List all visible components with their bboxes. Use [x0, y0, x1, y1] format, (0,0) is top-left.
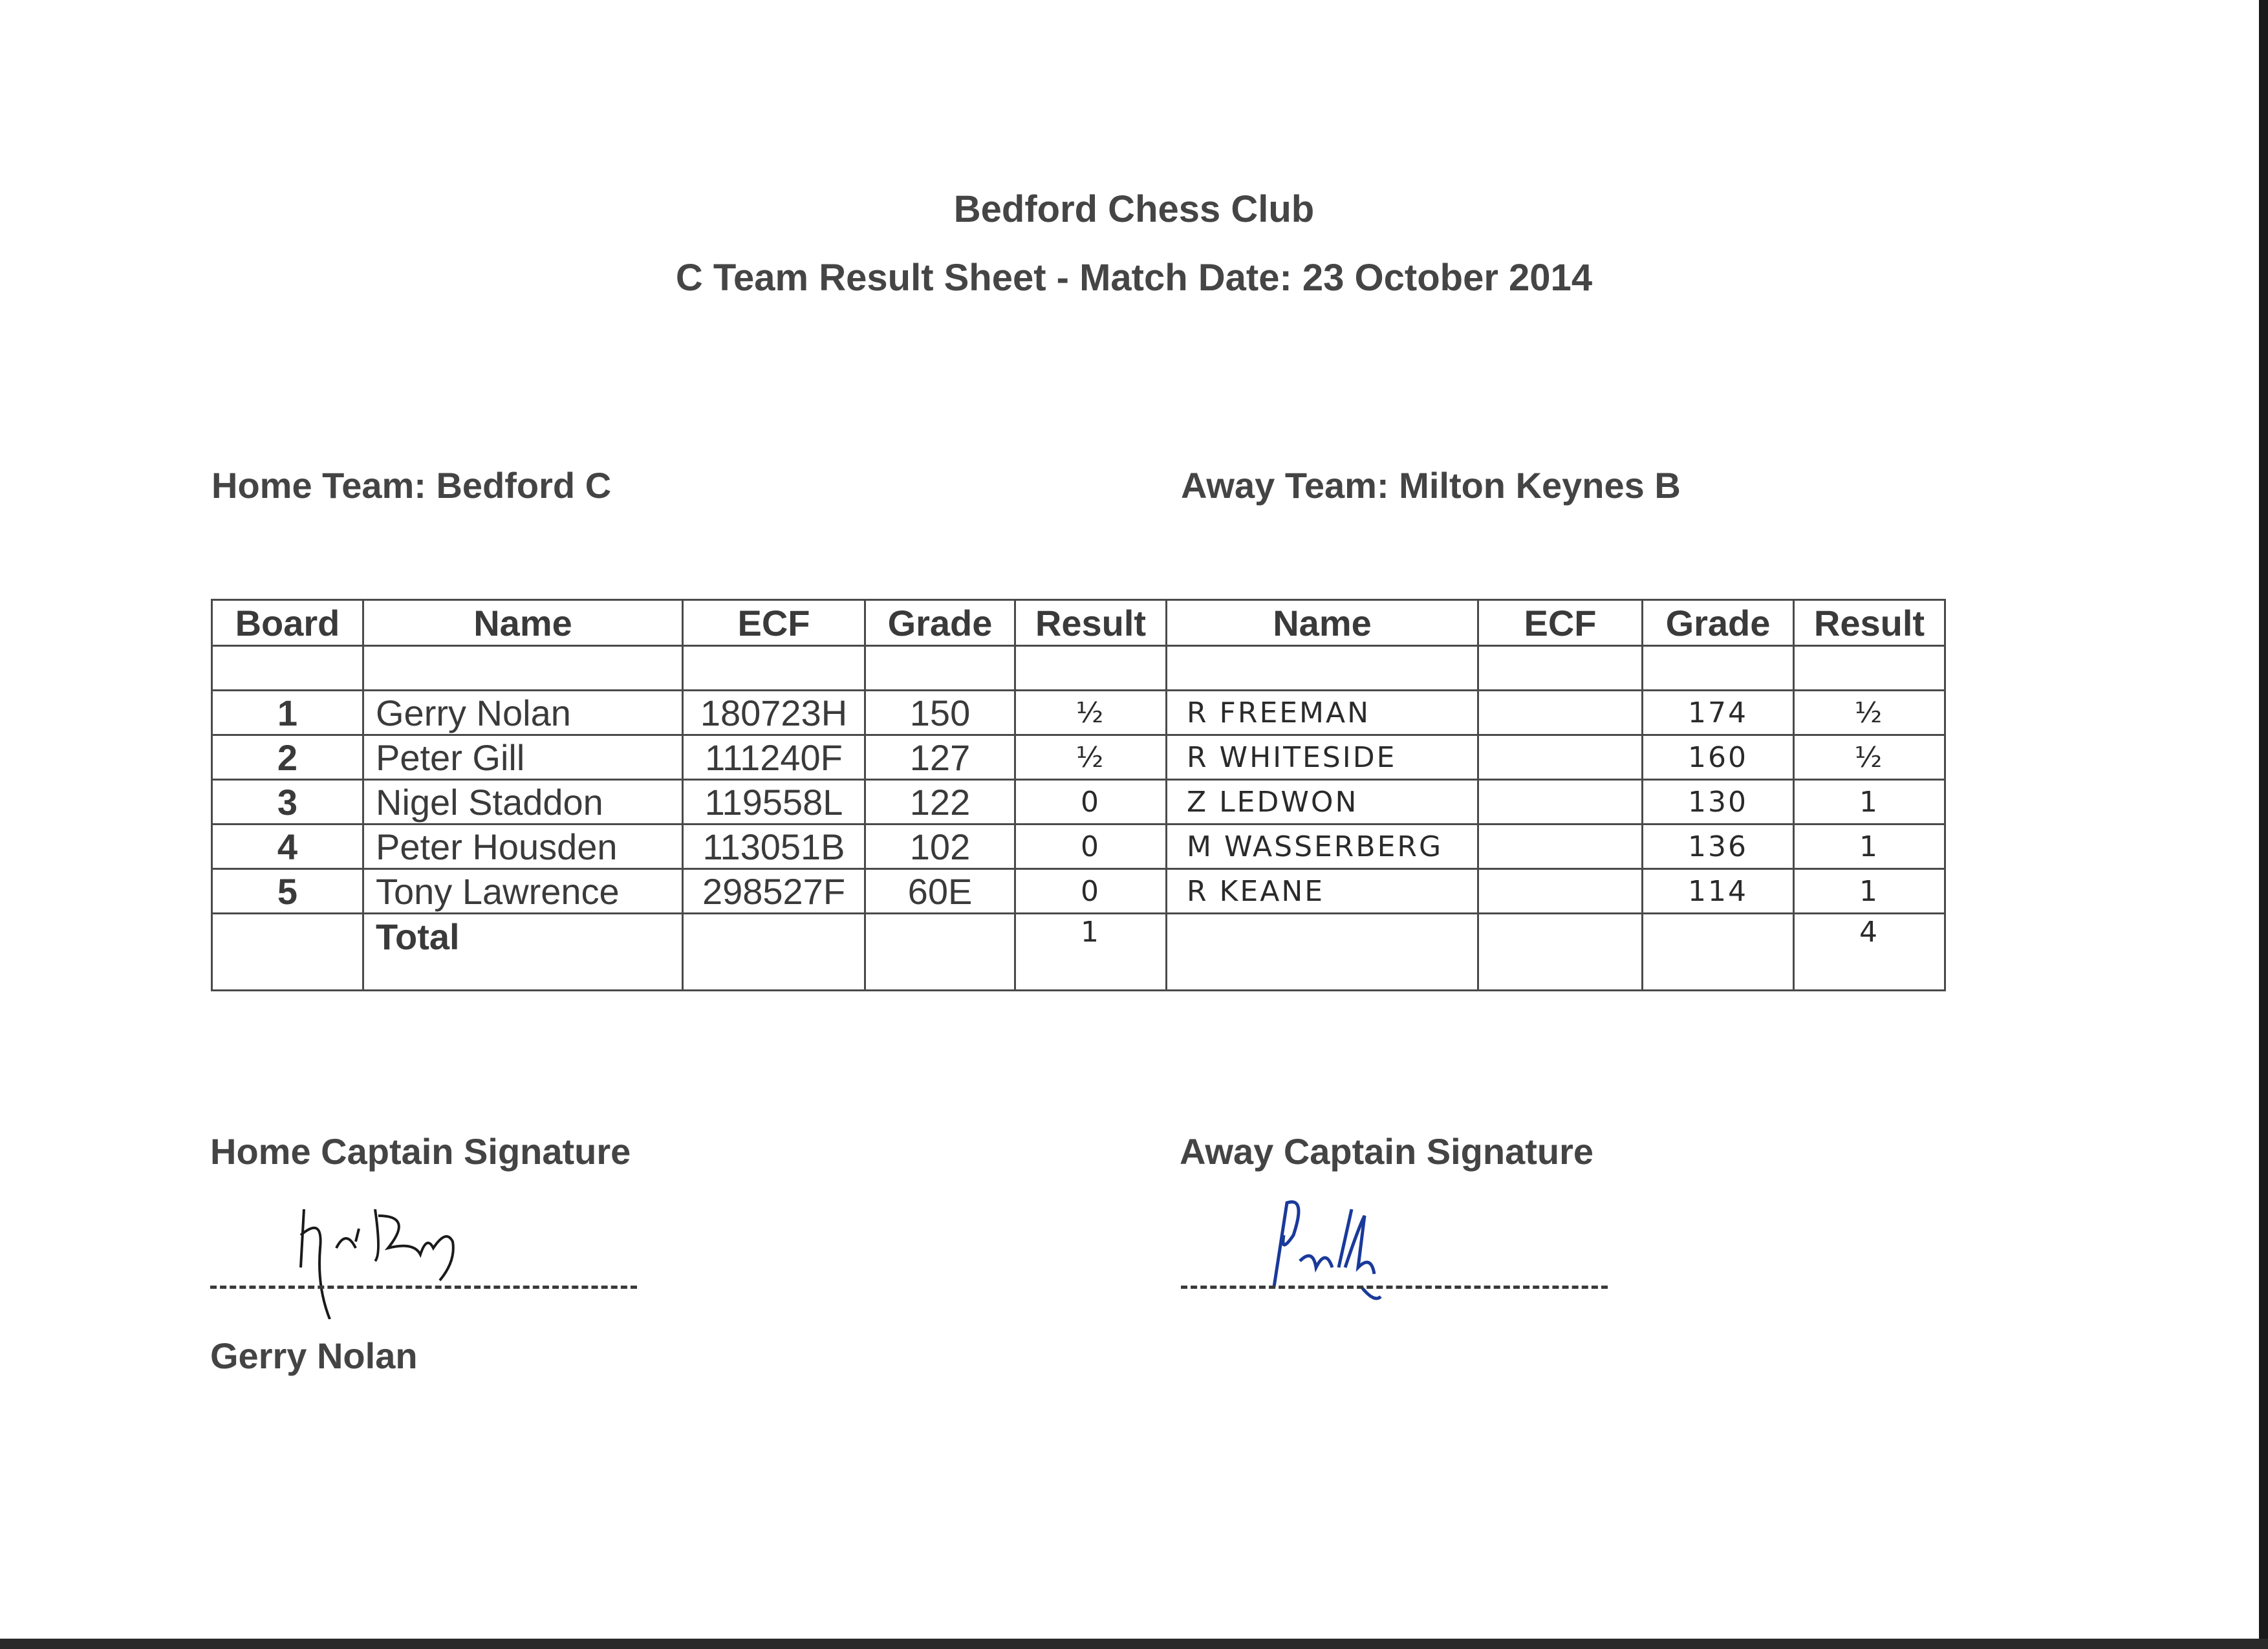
away-player-name: R WHITESIDE: [1167, 735, 1478, 780]
results-table: [211, 599, 1946, 991]
col-header-away-name: Name: [1167, 600, 1478, 646]
scan-edge-bottom: [0, 1639, 2268, 1649]
away-player-result: 1: [1794, 824, 1945, 869]
home-player-grade: 127: [865, 735, 1015, 780]
home-player-name: Gerry Nolan: [363, 691, 683, 735]
away-player-ecf: [1478, 824, 1643, 869]
away-player-ecf: [1478, 869, 1643, 914]
col-header-away-grade: Grade: [1643, 600, 1794, 646]
col-header-home-ecf: ECF: [683, 600, 865, 646]
home-player-ecf: 298527F: [683, 869, 865, 914]
away-player-name: Z LEDWON: [1167, 780, 1478, 824]
board-number: 1: [212, 691, 363, 735]
away-player-result: 1: [1794, 780, 1945, 824]
away-player-result: 1: [1794, 869, 1945, 914]
header-row: [212, 600, 1945, 646]
away-player-name: R KEANE: [1167, 869, 1478, 914]
home-player-result: 0: [1015, 780, 1167, 824]
away-player-grade: 130: [1643, 780, 1794, 824]
home-player-grade: 150: [865, 691, 1015, 735]
away-team-label: Away Team: Milton Keynes B: [1181, 465, 1681, 506]
board-number: 3: [212, 780, 363, 824]
blank-row: [212, 646, 1945, 691]
table-row: [212, 780, 1945, 824]
board-number: 2: [212, 735, 363, 780]
away-player-ecf: [1478, 691, 1643, 735]
home-player-ecf: 111240F: [683, 735, 865, 780]
home-player-result: ½: [1015, 691, 1167, 735]
home-player-result: 0: [1015, 869, 1167, 914]
home-player-grade: 102: [865, 824, 1015, 869]
away-player-result: ½: [1794, 735, 1945, 780]
away-player-ecf: [1478, 735, 1643, 780]
home-player-ecf: 113051B: [683, 824, 865, 869]
away-total: 4: [1794, 914, 1945, 991]
home-total: 1: [1015, 914, 1167, 991]
home-player-ecf: 180723H: [683, 691, 865, 735]
home-player-name: Nigel Staddon: [363, 780, 683, 824]
table-row: [212, 824, 1945, 869]
home-player-name: Tony Lawrence: [363, 869, 683, 914]
away-player-result: ½: [1794, 691, 1945, 735]
away-player-grade: 160: [1643, 735, 1794, 780]
col-header-home-result: Result: [1015, 600, 1167, 646]
home-player-name: Peter Gill: [363, 735, 683, 780]
home-player-result: 0: [1015, 824, 1167, 869]
home-signature-line: [210, 1286, 637, 1289]
home-player-result: ½: [1015, 735, 1167, 780]
home-captain-signature-label: Home Captain Signature: [210, 1131, 631, 1172]
home-player-grade: 122: [865, 780, 1015, 824]
away-player-name: M WASSERBERG: [1167, 824, 1478, 869]
club-title: Bedford Chess Club: [953, 188, 1315, 230]
total-label: Total: [363, 914, 683, 991]
home-player-name: Peter Housden: [363, 824, 683, 869]
col-header-board: Board: [212, 600, 363, 646]
sheet-subtitle: C Team Result Sheet - Match Date: 23 October 2014: [675, 257, 1593, 299]
home-player-ecf: 119558L: [683, 780, 865, 824]
col-header-away-result: Result: [1794, 600, 1945, 646]
home-signature-graphic: [285, 1190, 479, 1319]
table-row: [212, 691, 1945, 735]
away-signature-line: [1181, 1286, 1608, 1289]
col-header-away-ecf: ECF: [1478, 600, 1643, 646]
scan-edge-right: [2259, 0, 2268, 1649]
total-row: [212, 914, 1945, 991]
away-captain-signature-label: Away Captain Signature: [1180, 1131, 1594, 1172]
table-row: [212, 869, 1945, 914]
home-player-grade: 60E: [865, 869, 1015, 914]
away-signature-graphic: [1261, 1190, 1403, 1319]
col-header-home-name: Name: [363, 600, 683, 646]
board-number: 4: [212, 824, 363, 869]
home-team-label: Home Team: Bedford C: [211, 465, 612, 506]
table-row: [212, 735, 1945, 780]
away-player-name: R FREEMAN: [1167, 691, 1478, 735]
home-captain-name: Gerry Nolan: [210, 1335, 418, 1376]
col-header-home-grade: Grade: [865, 600, 1015, 646]
away-player-grade: 136: [1643, 824, 1794, 869]
board-number: 5: [212, 869, 363, 914]
away-player-ecf: [1478, 780, 1643, 824]
away-player-grade: 114: [1643, 869, 1794, 914]
away-player-grade: 174: [1643, 691, 1794, 735]
